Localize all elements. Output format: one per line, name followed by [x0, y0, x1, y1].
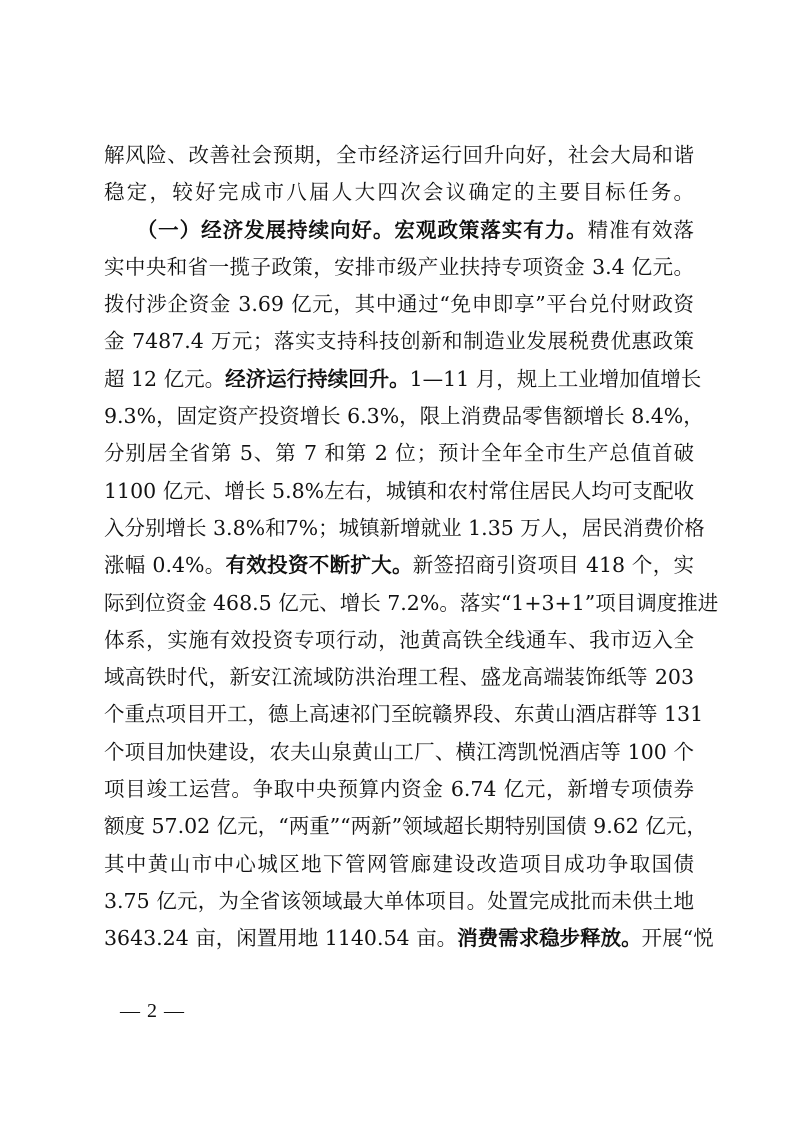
text-line	[104, 920, 714, 957]
text-line	[104, 174, 694, 211]
body-text-segment: 3.75 亿元，为全省该领域最大单体项目。处置完成批而未供土地	[104, 888, 694, 913]
body-text-segment: 9.3%，固定资产投资增长 6.3%，限上消费品零售额增长 8.4%，	[104, 404, 704, 429]
body-text-segment: 额度 57.02 亿元，“两重”“两新”领域超长期特别国债 9.62 亿元，	[104, 814, 707, 839]
text-line	[104, 137, 694, 174]
text-line	[104, 659, 694, 696]
text-line	[104, 510, 705, 547]
body-text-segment: 入分别增长 3.8%和7%；城镇新增就业 1.35 万人，居民消费价格	[104, 515, 705, 540]
text-line	[104, 323, 694, 360]
text-line	[104, 585, 719, 622]
body-text	[104, 137, 719, 958]
body-text-segment: 解风险、改善社会预期，全市经济运行回升向好，社会大局和谐	[104, 143, 694, 167]
body-text-segment: 1100 亿元、增长 5.8%左右，城镇和农村常住居民人均可支配收	[104, 478, 694, 503]
text-line	[104, 883, 694, 920]
text-line	[104, 622, 694, 659]
body-text-segment: 分别居全省第 5、第 7 和第 2 位；预计全年全市生产总值首破	[104, 441, 694, 466]
body-text-segment: 精准有效落	[587, 217, 695, 242]
body-text-segment: 3643.24 亩，闲置用地 1140.54 亩。	[104, 926, 458, 951]
body-text-segment: 域高铁时代，新安江流域防洪治理工程、盛龙高端装饰纸等 203	[104, 665, 694, 690]
text-line	[104, 808, 707, 845]
page-number: — 2 —	[120, 1000, 185, 1022]
body-text-segment: 项目竣工运营。争取中央预算内资金 6.74 亿元，新增专项债券	[104, 777, 694, 802]
bold-heading-text: （一）经济发展持续向好。宏观政策落实有力。	[146, 217, 588, 242]
text-line	[104, 286, 694, 323]
body-text-segment: 个项目加快建设，农夫山泉黄山工厂、横江湾凯悦酒店等 100 个	[104, 739, 694, 764]
text-line	[104, 212, 694, 249]
text-line	[104, 734, 694, 771]
text-line	[104, 846, 694, 883]
text-line	[104, 435, 694, 472]
body-text-segment: 个重点项目开工，德上高速祁门至皖赣界段、东黄山酒店群等 131	[104, 702, 704, 727]
body-text-segment: 金 7487.4 万元；落实支持科技创新和制造业发展税费优惠政策	[104, 329, 694, 354]
text-line	[104, 771, 694, 808]
text-line	[104, 398, 704, 435]
body-text-segment: 1—11 月，规上工业增加值增长	[409, 366, 702, 391]
body-text-segment: 涨幅 0.4%。	[104, 553, 226, 578]
text-line	[104, 361, 702, 398]
body-text-segment: 稳定，较好完成市八届人大四次会议确定的主要目标任务。	[104, 180, 694, 205]
bold-heading-text: 有效投资不断扩大。	[225, 553, 413, 578]
body-text-segment: 拨付涉企资金 3.69 亿元，其中通过“免申即享”平台兑付财政资	[104, 292, 694, 317]
text-line	[104, 547, 694, 584]
text-line	[104, 473, 694, 510]
body-text-segment: 际到位资金 468.5 亿元、增长 7.2%。落实“1+3+1”项目调度推进	[104, 590, 719, 615]
body-text-segment	[104, 218, 147, 242]
bold-heading-text: 经济运行持续回升。	[225, 366, 410, 391]
body-text-segment: 新签招商引资项目 418 个，实	[412, 553, 694, 578]
bold-heading-text: 消费需求稳步释放。	[457, 926, 642, 951]
text-line	[104, 249, 694, 286]
body-text-segment: 体系，实施有效投资专项行动，池黄高铁全线通车、我市迈入全	[104, 627, 694, 652]
body-text-segment: 开展“悦	[641, 926, 714, 951]
text-line	[104, 696, 704, 733]
body-text-segment: 实中央和省一揽子政策，安排市级产业扶持专项资金 3.4 亿元。	[104, 254, 694, 279]
body-text-segment: 超 12 亿元。	[104, 366, 226, 391]
body-text-segment: 其中黄山市中心城区地下管网管廊建设改造项目成功争取国债	[104, 851, 694, 876]
